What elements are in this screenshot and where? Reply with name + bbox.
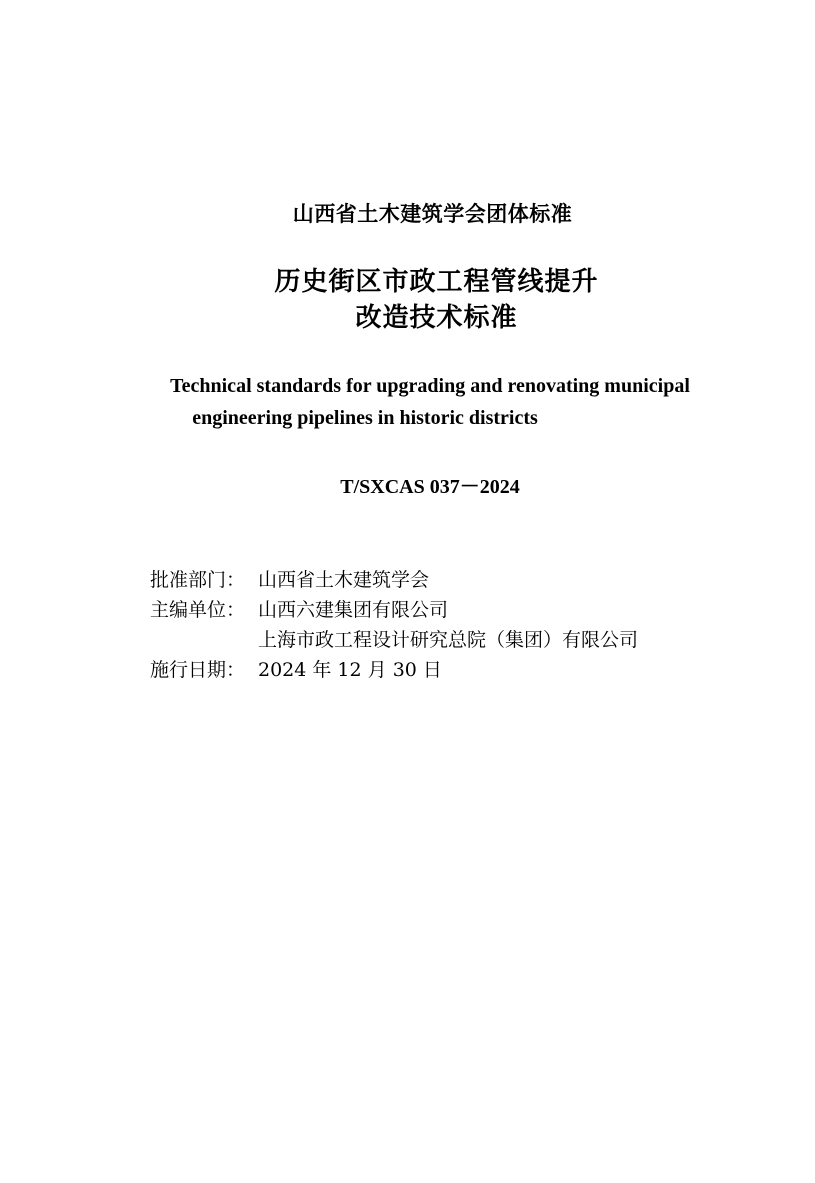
editor-label-spacer [150, 625, 258, 655]
standard-code: T/SXCAS 037－2024 [340, 476, 520, 498]
editor-value-2: 上海市政工程设计研究总院（集团）有限公司 [258, 629, 639, 651]
info-block [150, 565, 770, 685]
title-line-2: 改造技术标准 [355, 303, 518, 333]
english-title [0, 370, 815, 434]
organization-heading: 山西省土木建筑学会团体标准 [292, 202, 573, 226]
editor-row-2 [150, 625, 770, 655]
title-line-1: 历史街区市政工程管线提升 [274, 267, 599, 297]
approval-value: 山西省土木建筑学会 [258, 569, 430, 591]
editor-row [150, 595, 770, 625]
document-title [0, 264, 815, 336]
english-title-line-2: engineering pipelines in historic districts [192, 407, 538, 429]
date-label: 施行日期： [150, 659, 246, 681]
approval-label: 批准部门： [150, 569, 246, 591]
editor-value-1: 山西六建集团有限公司 [258, 599, 449, 621]
date-value: 2024 年 12 月 30 日 [258, 659, 442, 681]
date-row [150, 655, 770, 685]
english-title-line-1: Technical standards for upgrading and renovating municipal [170, 375, 690, 397]
approval-row [150, 565, 770, 595]
editor-label: 主编单位： [150, 599, 246, 621]
